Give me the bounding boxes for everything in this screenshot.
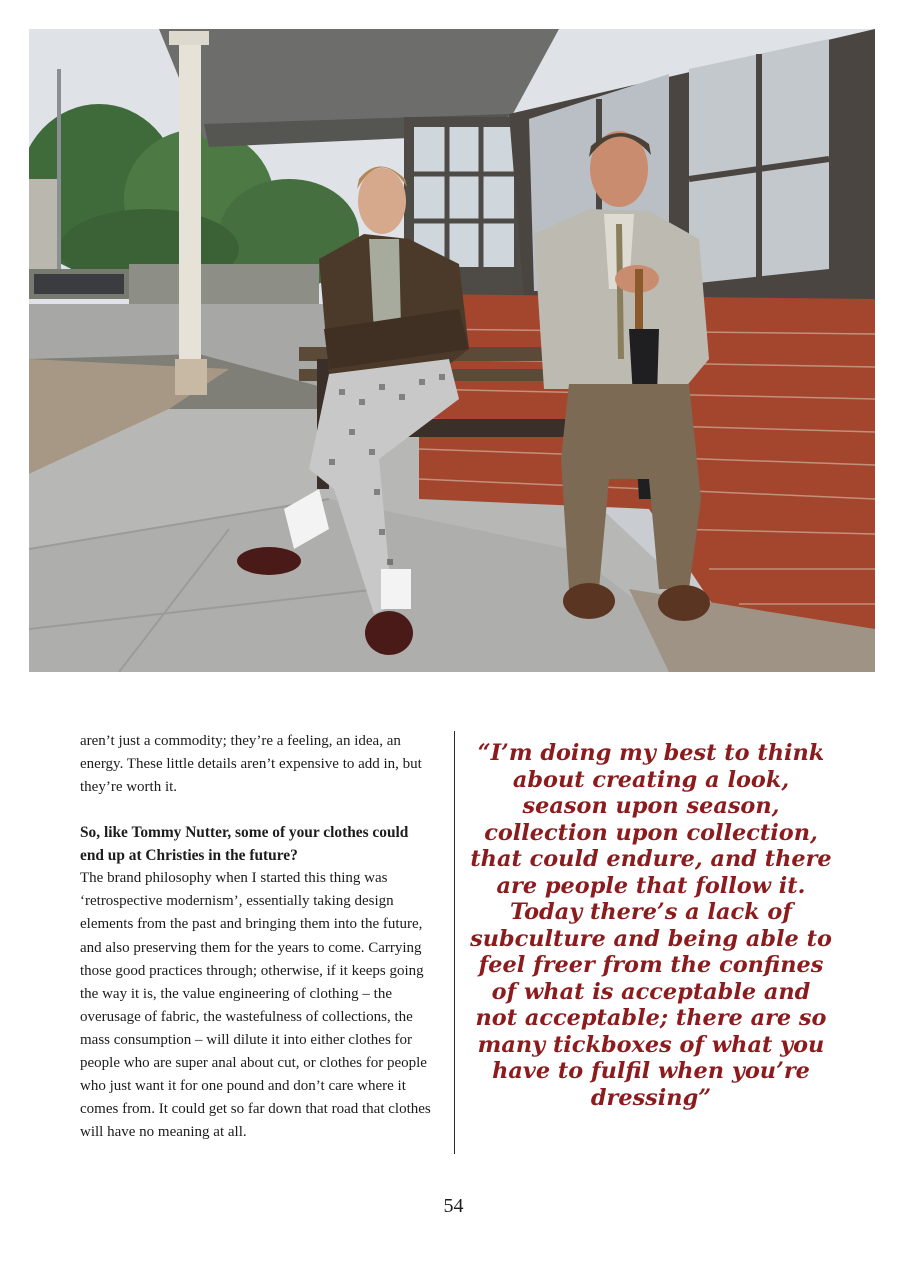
article-photo [29, 29, 875, 672]
interview-question: So, like Tommy Nutter, some of your clothes could end up at Christies in the future? [80, 824, 409, 865]
photo-illustration [29, 29, 875, 672]
interview-answer: The brand philosophy when I started this thing was ‘retrospective modernism’, essentially taking design elements from the past and bringing them into the future, and also preserving them for the years to come. Carrying those good practices through; otherwise, if it keeps going the way it is, the value engineering of clothing – the overusage of fabric, the wastefulness of collections, the mass consumption – will dilute it into either clothes for people who are super anal about cut, or clothes for people who just want it for one pound and don’t care where it comes from. It could get so far down that road that clothes will have no meaning at all. [80, 870, 431, 1141]
column-divider [454, 731, 455, 1154]
page-number: 54 [443, 1195, 464, 1217]
article-column [80, 730, 432, 1144]
lead-paragraph: aren’t just a commodity; they’re a feeling, an idea, an energy. These little details aren’t expensive to add in, but they’re worth it. [80, 733, 422, 796]
pull-quote: “I’m doing my best to think about creating a look, season upon season, collection upon collection, that could endure, and there are people that follow it. Today there’s a lack of subculture and being able to feel freer from the confines of what is acceptable and not acceptable; there are so many tickboxes of what you have to fulfil when you’re dressing” [470, 740, 832, 1111]
